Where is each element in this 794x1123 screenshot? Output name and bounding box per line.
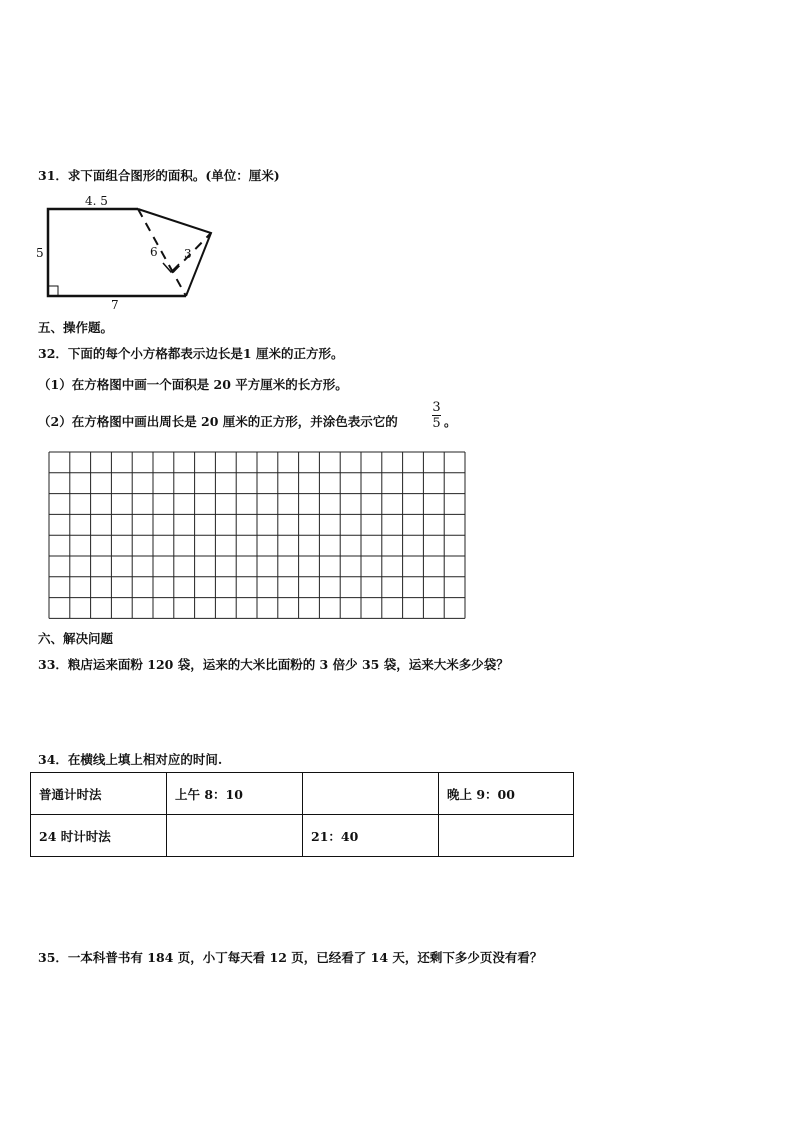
label-top-length: 4. 5 <box>85 194 108 208</box>
table-row-normal-time <box>31 773 574 815</box>
table-cell-blank[interactable] <box>167 815 303 857</box>
table-row-24h-time <box>31 815 574 857</box>
label-height-length: 3 <box>184 247 192 261</box>
label-dashed-length: 6 <box>150 245 158 259</box>
question-35-text: 35．一本科普书有 184 页，小丁每天看 12 页，已经看了 14 天，还剩下多少页没有看？ <box>38 950 543 965</box>
square-grid <box>48 451 468 625</box>
fraction-numerator: 3 <box>432 400 441 415</box>
question-32-part2: （2）在方格图中画出周长是 20 厘米的正方形，并涂色表示它的 <box>38 414 398 429</box>
table-cell-blank[interactable] <box>439 815 574 857</box>
composite-figure-svg <box>30 190 230 315</box>
table-cell-blank[interactable] <box>303 773 439 815</box>
table-cell: 上午 8：10 <box>167 773 303 815</box>
height-line <box>173 233 211 272</box>
table-cell: 晚上 9：00 <box>439 773 574 815</box>
question-32-part1: （1）在方格图中画一个面积是 20 平方厘米的长方形。 <box>38 377 348 392</box>
question-33-text: 33．粮店运来面粉 120 袋，运来的大米比面粉的 3 倍少 35 袋，运来大米多少袋？ <box>38 657 509 672</box>
square-grid-svg <box>48 451 468 621</box>
section-6-heading: 六、解决问题 <box>38 631 114 646</box>
fraction-three-fifths <box>432 401 441 430</box>
time-table <box>30 772 574 857</box>
rectangle-outline <box>48 209 186 296</box>
question-31-text: 31．求下面组合图形的面积。(单位：厘米) <box>38 168 280 183</box>
table-cell: 24 时计时法 <box>31 815 167 857</box>
trapezoid-outline <box>138 209 211 296</box>
composite-figure <box>30 190 230 315</box>
table-cell: 21：40 <box>303 815 439 857</box>
label-bottom-length: 7 <box>111 298 119 312</box>
label-left-length: 5 <box>36 246 44 260</box>
question-32-text: 32．下面的每个小方格都表示边长是1 厘米的正方形。 <box>38 346 344 361</box>
question-34-text: 34．在横线上填上相对应的时间. <box>38 752 223 767</box>
table-cell: 普通计时法 <box>31 773 167 815</box>
right-angle-mark-corner <box>48 286 58 296</box>
fraction-denominator: 5 <box>432 416 441 431</box>
question-32-part2-end: 。 <box>444 414 457 429</box>
section-5-heading: 五、操作题。 <box>38 320 114 335</box>
